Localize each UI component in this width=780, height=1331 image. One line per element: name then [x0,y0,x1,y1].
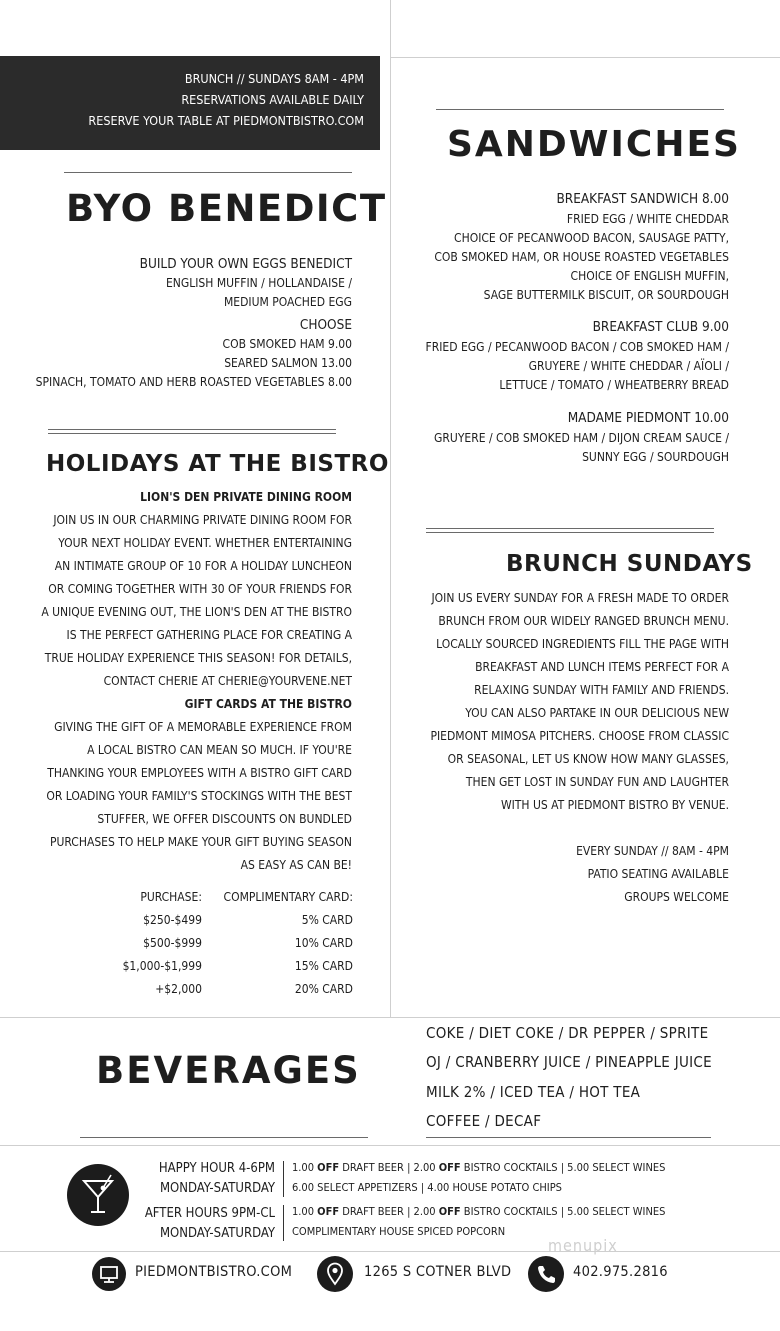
sandwich-name: BREAKFAST CLUB 9.00 [592,319,729,335]
pricing-header-purchase: PURCHASE: [140,890,202,904]
gift-cards-line: OR LOADING YOUR FAMILY'S STOCKINGS WITH THE BEST [46,789,352,803]
location-pin-icon [317,1256,353,1292]
after-hours-days: MONDAY-SATURDAY [159,1226,275,1241]
sandwich-name: BREAKFAST SANDWICH 8.00 [556,191,729,207]
sandwiches-title: SANDWICHES [447,124,741,165]
website-link[interactable]: PIEDMONTBISTRO.COM [135,1264,293,1280]
gift-cards-line: GIVING THE GIFT OF A MEMORABLE EXPERIENCE FROM [54,720,352,734]
happy-hour-cocktail-off: OFF [438,1161,461,1174]
brunch-info-line: EVERY SUNDAY // 8AM - 4PM [576,844,729,858]
pricing-header-card: COMPLIMENTARY CARD: [223,890,353,904]
brunch-line: LOCALLY SOURCED INGREDIENTS FILL THE PAGE WITH [436,637,729,651]
holidays-top-rule [48,429,336,434]
brunch-line: YOU CAN ALSO PARTAKE IN OUR DELICIOUS NEW [465,706,729,720]
brunch-top-rule [426,528,714,533]
happy-hour-beer-price: 1.00 [292,1161,318,1174]
holidays-body [30,486,352,877]
pricing-card: 5% CARD [301,913,353,927]
lions-den-line: IS THE PERFECT GATHERING PLACE FOR CREATING A [66,628,352,642]
pricing-purchase: $500-$999 [143,936,202,950]
happy-hour-separator [283,1161,284,1197]
brunch-line: BREAKFAST AND LUNCH ITEMS PERFECT FOR A [475,660,729,674]
gift-cards-line: THANKING YOUR EMPLOYEES WITH A BISTRO GIFT CARD [47,766,352,780]
watermark: menupix [548,1236,618,1255]
pricing-purchase: $250-$499 [143,913,202,927]
happy-hour-beer-item: DRAFT BEER | [339,1161,414,1174]
sandwich-desc: FRIED EGG / PECANWOOD BACON / COB SMOKED HAM / [425,340,729,354]
byo-desc-1: ENGLISH MUFFIN / HOLLANDAISE / [165,276,352,290]
brunch-line: THEN GET LOST IN SUNDAY FUN AND LAUGHTER [465,775,729,789]
happy-hour-top-divider [0,1145,780,1146]
byo-choose: CHOOSE [299,317,352,333]
gift-cards-title: GIFT CARDS AT THE BISTRO [184,697,352,711]
sandwich-desc: GRUYERE / WHITE CHEDDAR / AÏOLI / [528,359,729,373]
center-divider [390,0,391,1017]
brunch-line: OR SEASONAL, LET US KNOW HOW MANY GLASSES, [447,752,729,766]
sandwiches-top-rule [436,109,724,110]
brunch-line: RELAXING SUNDAY WITH FAMILY AND FRIENDS. [474,683,729,697]
lions-den-line: TRUE HOLIDAY EXPERIENCE THIS SEASON! FOR DETAILS, [44,651,352,665]
sandwich-name: MADAME PIEDMONT 10.00 [567,410,729,426]
happy-hour-beer-off: OFF [317,1161,340,1174]
gift-cards-line: STUFFER, WE OFFER DISCOUNTS ON BUNDLED [97,812,352,826]
byo-section [30,254,352,392]
after-hours-detail-line: COMPLIMENTARY HOUSE SPICED POPCORN [292,1225,506,1238]
happy-hour-time: HAPPY HOUR 4-6PM [158,1161,275,1176]
after-hours-cocktail-off: OFF [438,1205,461,1218]
monitor-icon [92,1257,126,1291]
happy-hour-cocktail-item: BISTRO COCKTAILS | 5.00 SELECT WINES [460,1161,666,1174]
sandwich-desc: COB SMOKED HAM, OR HOUSE ROASTED VEGETABLES [434,250,729,264]
lions-den-line: YOUR NEXT HOLIDAY EVENT. WHETHER ENTERTAINING [58,536,352,550]
happy-hour-detail-line: 6.00 SELECT APPETIZERS | 4.00 HOUSE POTATO CHIPS [292,1181,562,1194]
after-hours-beer-item: DRAFT BEER | [339,1205,414,1218]
phone-icon [528,1256,564,1292]
sandwich-desc: SUNNY EGG / SOURDOUGH [582,450,729,464]
byo-top-rule [64,172,352,173]
gift-cards-line: PURCHASES TO HELP MAKE YOUR GIFT BUYING SEASON [49,835,352,849]
pricing-row [112,909,353,932]
pricing-purchase: +$2,000 [155,982,202,996]
pricing-row [112,932,353,955]
brunch-body [400,587,729,817]
brunch-line: JOIN US EVERY SUNDAY FOR A FRESH MADE TO ORDER [431,591,729,605]
after-hours-cocktail-item: BISTRO COCKTAILS | 5.00 SELECT WINES [460,1205,666,1218]
lions-den-line: A UNIQUE EVENING OUT, THE LION'S DEN AT THE BISTRO [41,605,352,619]
happy-hour-label [120,1159,275,1199]
banner-line-reservations: RESERVATIONS AVAILABLE DAILY [181,92,364,107]
brunch-title: BRUNCH SUNDAYS [506,551,753,577]
sandwich-desc: LETTUCE / TOMATO / WHEATBERRY BREAD [499,378,729,392]
after-hours-beer-off: OFF [317,1205,340,1218]
lions-den-line: JOIN US IN OUR CHARMING PRIVATE DINING ROOM FOR [53,513,352,527]
sandwich-desc: CHOICE OF ENGLISH MUFFIN, [570,269,729,283]
gift-cards-line: AS EASY AS CAN BE! [240,858,352,872]
footer-top-divider [0,1251,780,1252]
beverages-bottom-rule-left [80,1137,368,1138]
gift-cards-line: A LOCAL BISTRO CAN MEAN SO MUCH. IF YOU'RE [87,743,352,757]
beverages-list [426,1019,712,1136]
banner-line-brunch: BRUNCH // SUNDAYS 8AM - 4PM [184,71,364,86]
address-text: 1265 S COTNER BLVD [364,1264,512,1280]
byo-desc-2: MEDIUM POACHED EGG [223,295,352,309]
sandwich-desc: SAGE BUTTERMILK BISCUIT, OR SOURDOUGH [483,288,729,302]
beverages-title: BEVERAGES [96,1049,361,1092]
happy-hour-details [292,1158,692,1198]
brunch-line: BRUNCH FROM OUR WIDELY RANGED BRUNCH MENU. [438,614,729,628]
after-hours-beer-price: 1.00 [292,1205,318,1218]
after-hours-label [120,1204,275,1244]
happy-hour-days: MONDAY-SATURDAY [159,1181,275,1196]
sandwich-desc: GRUYERE / COB SMOKED HAM / DIJON CREAM SAUCE / [434,431,729,445]
after-hours-time: AFTER HOURS 9PM-CL [144,1206,275,1221]
brunch-info [400,840,729,909]
beverages-top-divider [0,1017,780,1018]
top-right-divider [390,57,780,58]
beverage-line: OJ / CRANBERRY JUICE / PINEAPPLE JUICE [426,1053,712,1072]
byo-option: SEARED SALMON 13.00 [224,356,352,370]
hours-banner [0,56,380,150]
gift-card-pricing-table [112,886,353,1001]
brunch-info-line: PATIO SEATING AVAILABLE [587,867,729,881]
sandwich-desc: FRIED EGG / WHITE CHEDDAR [566,212,729,226]
byo-title: BYO BENEDICT [66,187,387,230]
pricing-row [112,955,353,978]
byo-subtitle: BUILD YOUR OWN EGGS BENEDICT [139,256,352,272]
lions-den-line: CONTACT CHERIE AT CHERIE@YOURVENE.NET [103,674,352,688]
lions-den-title: LION'S DEN PRIVATE DINING ROOM [140,490,352,504]
lions-den-line: AN INTIMATE GROUP OF 10 FOR A HOLIDAY LUNCHEON [54,559,352,573]
holidays-title: HOLIDAYS AT THE BISTRO [46,451,389,477]
pricing-card: 20% CARD [294,982,353,996]
banner-line-reserve: RESERVE YOUR TABLE AT PIEDMONTBISTRO.COM [88,113,364,128]
pricing-header-row [112,886,353,909]
byo-option: COB SMOKED HAM 9.00 [222,337,352,351]
happy-hour-cocktail-price: 2.00 [413,1161,439,1174]
byo-option: SPINACH, TOMATO AND HERB ROASTED VEGETABLES 8.00 [35,375,352,389]
after-hours-separator [283,1205,284,1241]
pricing-card: 10% CARD [294,936,353,950]
after-hours-cocktail-price: 2.00 [413,1205,439,1218]
after-hours-detail-line [292,1202,692,1222]
lions-den-line: OR COMING TOGETHER WITH 30 OF YOUR FRIENDS FOR [48,582,352,596]
pricing-purchase: $1,000-$1,999 [122,959,202,973]
sandwich-desc: CHOICE OF PECANWOOD BACON, SAUSAGE PATTY, [454,231,729,245]
after-hours-details [292,1202,692,1242]
beverages-bottom-rule-right [426,1137,711,1138]
happy-hour-detail-line [292,1158,692,1178]
beverage-line: MILK 2% / ICED TEA / HOT TEA [426,1082,641,1101]
pricing-card: 15% CARD [294,959,353,973]
beverage-line: COFFEE / DECAF [426,1111,542,1130]
brunch-info-line: GROUPS WELCOME [624,890,729,904]
beverage-line: COKE / DIET COKE / DR PEPPER / SPRITE [426,1024,709,1042]
brunch-line: WITH US AT PIEDMONT BISTRO BY VENUE. [500,798,729,812]
pricing-row [112,978,353,1001]
phone-link[interactable]: 402.975.2816 [573,1264,668,1280]
brunch-line: PIEDMONT MIMOSA PITCHERS. CHOOSE FROM CLASSIC [430,729,729,743]
sandwiches-section [400,189,729,467]
